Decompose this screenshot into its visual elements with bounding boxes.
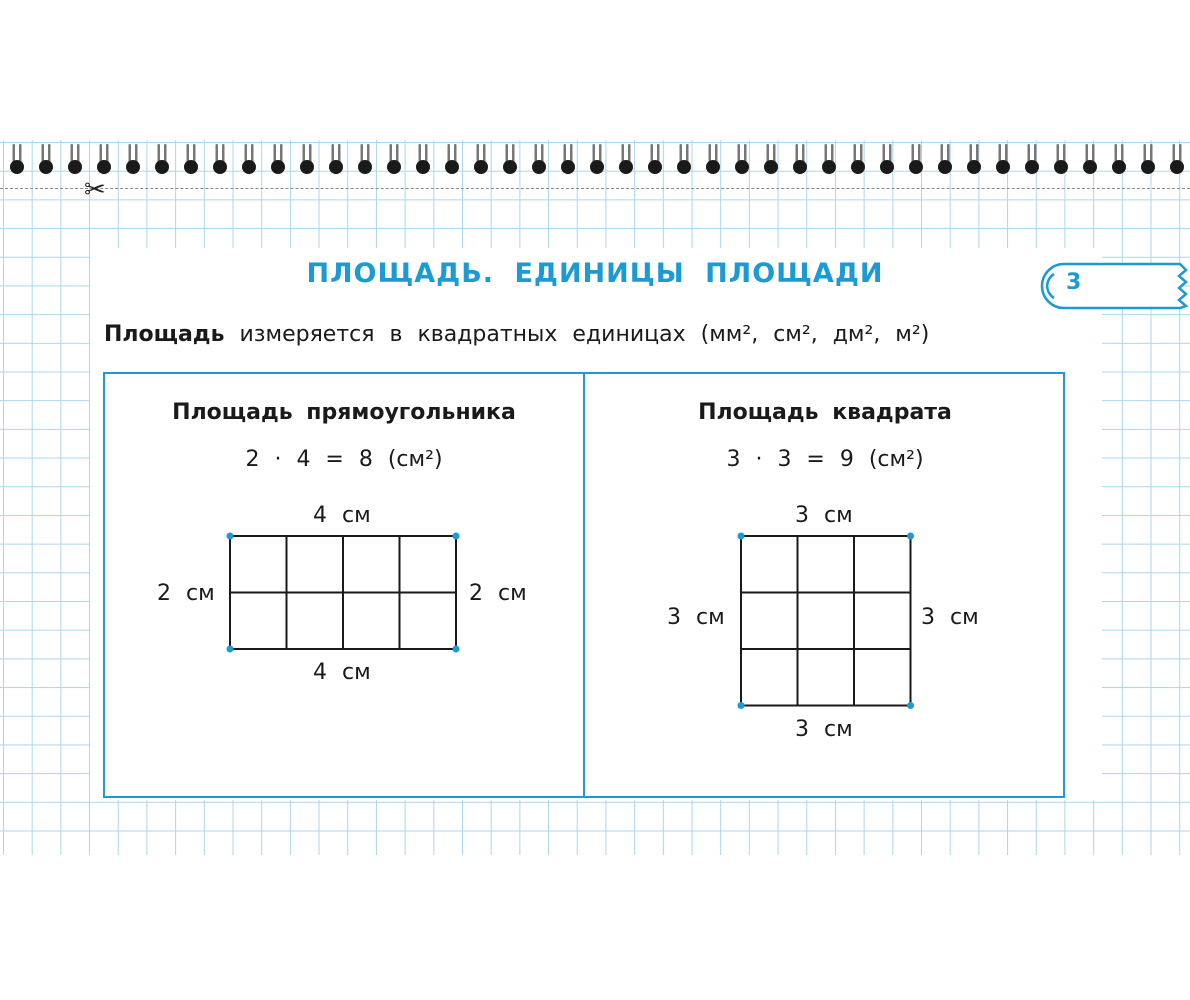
spiral-hole (880, 160, 894, 174)
spiral-binding (0, 140, 1190, 180)
intro-text (104, 322, 929, 347)
square-vertex-dot (907, 533, 914, 540)
spiral-hole (474, 160, 488, 174)
spiral-hole (677, 160, 691, 174)
spiral-hole (97, 160, 111, 174)
spiral-hole (126, 160, 140, 174)
rectangle-title: Площадь прямоугольника (172, 400, 516, 425)
square-bottom-label: 3 см (795, 717, 853, 742)
spiral-hole (271, 160, 285, 174)
spiral-hole (822, 160, 836, 174)
spiral-hole (938, 160, 952, 174)
spiral-hole (184, 160, 198, 174)
spiral-hole (793, 160, 807, 174)
spiral-hole (996, 160, 1010, 174)
spiral-hole (445, 160, 459, 174)
spiral-hole (10, 160, 24, 174)
spiral-hole (1025, 160, 1039, 174)
rectangle-figure (229, 535, 457, 651)
spiral-hole (416, 160, 430, 174)
spiral-hole (1054, 160, 1068, 174)
spiral-hole (300, 160, 314, 174)
rectangle-right-label: 2 см (469, 581, 527, 606)
square-title: Площадь квадрата (698, 400, 952, 425)
scissors-icon: ✂ (84, 175, 106, 205)
spiral-hole (242, 160, 256, 174)
spiral-hole (648, 160, 662, 174)
rectangle-bottom-label: 4 см (313, 660, 371, 685)
square-formula: 3 · 3 = 9 (см²) (726, 447, 924, 472)
spiral-hole (706, 160, 720, 174)
spiral-hole (68, 160, 82, 174)
square-outline (741, 536, 911, 706)
square-right-label: 3 см (921, 605, 979, 630)
spiral-hole (590, 160, 604, 174)
spiral-hole (851, 160, 865, 174)
rectangle-vertex-dot (453, 533, 460, 540)
spiral-hole (619, 160, 633, 174)
spiral-hole (764, 160, 778, 174)
page-number-tab (1040, 262, 1190, 310)
spiral-hole (213, 160, 227, 174)
spiral-hole (909, 160, 923, 174)
intro-term: Площадь (104, 322, 225, 347)
rectangle-left-label: 2 см (157, 581, 215, 606)
square-vertex-dot (738, 533, 745, 540)
cut-line (0, 188, 1190, 189)
spiral-hole (155, 160, 169, 174)
spiral-hole (329, 160, 343, 174)
spiral-hole (1083, 160, 1097, 174)
spiral-hole (1141, 160, 1155, 174)
spiral-hole (358, 160, 372, 174)
spiral-hole (503, 160, 517, 174)
spiral-hole (735, 160, 749, 174)
spiral-hole (1170, 160, 1184, 174)
intro-description: измеряется в квадратных единицах (мм², см², дм², м²) (239, 322, 930, 347)
rectangle-formula: 2 · 4 = 8 (см²) (245, 447, 443, 472)
spiral-hole (561, 160, 575, 174)
square-left-label: 3 см (667, 605, 725, 630)
spiral-hole (387, 160, 401, 174)
frame-divider (583, 372, 585, 798)
spiral-hole (1112, 160, 1126, 174)
rectangle-top-label: 4 см (313, 503, 371, 528)
square-top-label: 3 см (795, 503, 853, 528)
spiral-hole (967, 160, 981, 174)
rectangle-vertex-dot (227, 646, 234, 653)
page-title: ПЛОЩАДЬ. ЕДИНИЦЫ ПЛОЩАДИ (306, 258, 884, 289)
spiral-hole (532, 160, 546, 174)
rectangle-vertex-dot (227, 533, 234, 540)
spiral-hole (39, 160, 53, 174)
rectangle-vertex-dot (453, 646, 460, 653)
square-figure (740, 535, 912, 707)
page-number: 3 (1066, 270, 1082, 295)
square-vertex-dot (738, 702, 745, 709)
square-vertex-dot (907, 702, 914, 709)
